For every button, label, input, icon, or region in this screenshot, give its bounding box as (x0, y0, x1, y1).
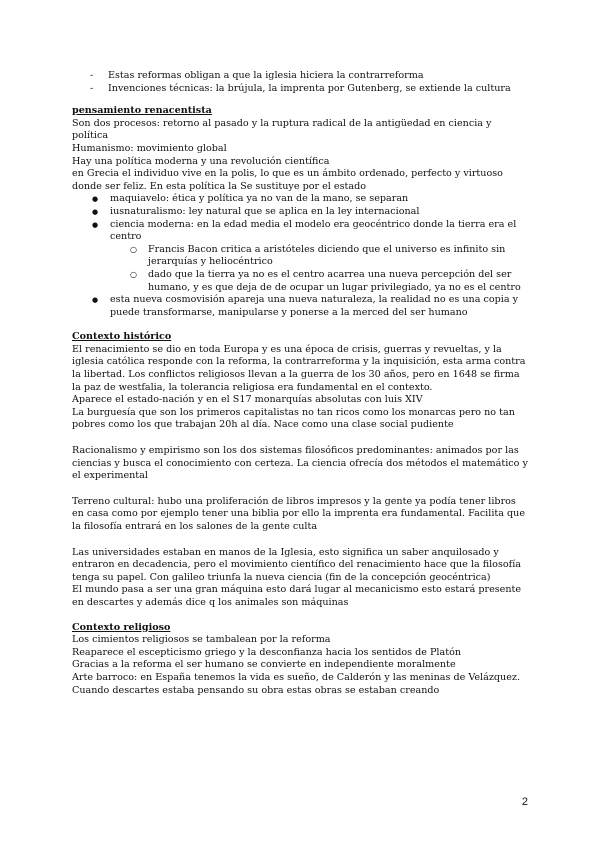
sub-list-item: ○ Francis Bacon critica a aristóteles diciendo que el universo es infinito sin jerarquías y heliocéntrico (148, 244, 530, 269)
paragraph: El mundo pasa a ser una gran máquina esto dará lugar al mecanicismo esto estará presente en descartes y además dice q los animales son máquinas (72, 584, 522, 608)
section-heading-pensamiento: pensamiento renacentista (72, 105, 212, 117)
list-item: - Estas reformas obligan a que la iglesia hiciera la contrarreforma (90, 70, 530, 83)
page-number: 2 (521, 796, 528, 808)
sub-list-item: ○ dado que la tierra ya no es el centro acarrea una nueva percepción del ser humano, y es que deja de de ocupar un lugar privilegiado, ya no es el centro (148, 269, 530, 294)
list-item: ● iusnaturalismo: ley natural que se aplica en la ley internacional (110, 206, 530, 219)
section-heading-contexto-historico: Contexto histórico (72, 331, 172, 343)
text-line: Gracias a la reforma el ser humano se convierte en independiente moralmente (72, 659, 456, 671)
text-line: Humanismo: movimiento global (72, 142, 227, 154)
paragraph: Las universidades estaban en manos de la Iglesia, esto significa un saber anquilosado y entraron en decadencia, pero el movimiento científico del renacimiento hace que la filosofía tenga su papel. Con galileo triunfa la nueva ciencia (fin de la concepción geocéntrica) (72, 546, 521, 583)
text-line: Son dos procesos: retorno al pasado y la ruptura radical de la antigüedad en ciencia y política (72, 117, 492, 142)
section-heading-contexto-religioso: Contexto religioso (72, 621, 171, 633)
paragraph: El renacimiento se dio en toda Europa y es una época de crisis, guerras y revueltas, y la iglesia católica responde con la reforma, la contrarreforma y la inquisición, esta arma contra la libertad. Los conflictos religiosos llevan a la guerra de los 30 años, pero en 1648 se firma la paz de westfalia, la tolerancia religiosa era fundamental en el contexto. (72, 343, 526, 393)
list-item: - Invenciones técnicas: la brújula, la imprenta por Gutenberg, se extiende la cultura (90, 83, 530, 96)
document-page (72, 70, 530, 697)
paragraph: Terreno cultural: hubo una proliferación de libros impresos y la gente ya podía tener libros en casa como por ejemplo tener una biblia por ello la imprenta era fundamental. Facilita que la filosofía entrará en los salones de la gente culta (72, 495, 526, 532)
intro-list (72, 70, 530, 95)
bullet-list (72, 193, 530, 319)
list-item: ● esta nueva cosmovisión apareja una nueva naturaleza, la realidad no es una copia y puede transformarse, manipularse y ponerse a la merced del ser humano (110, 294, 530, 319)
text-line: Reaparece el escepticismo griego y la desconfianza hacia los sentidos de Platón (72, 646, 462, 658)
text-line: Los cimientos religiosos se tambalean por la reforma (72, 634, 331, 646)
list-item-text: ciencia moderna: en la edad media el modelo era geocéntrico donde la tierra era el centro (110, 218, 517, 243)
paragraph: Racionalismo y empirismo son los dos sistemas filosóficos predominantes: animados por las ciencias y busca el conocimiento con certeza. La ciencia ofrecía dos métodos el matemático y el experimental (72, 445, 528, 482)
text-line: Hay una política moderna y una revolución científica (72, 155, 330, 167)
sub-bullet-list (110, 244, 530, 294)
paragraph: La burguesía que son los primeros capitalistas no tan ricos como los monarcas pero no tan pobres como los que trabajan 20h al día. Nace como una clase social pudiente (72, 406, 515, 431)
list-item: ● maquiavelo: ética y política ya no van de la mano, se separan (110, 193, 530, 206)
paragraph: Aparece el estado-nación y en el S17 monarquías absolutas con luis XIV (72, 394, 423, 406)
text-line: en Grecia el individuo vive en la polis, lo que es un ámbito ordenado, perfecto y virtuoso donde ser feliz. En esta política la Se sustituye por el estado (72, 168, 503, 192)
text-line: Arte barroco: en España tenemos la vida es sueño, de Calderón y las meninas de Velázquez. Cuando descartes estaba pensando su obra estas obras se estaban creando (72, 671, 521, 696)
list-item (110, 219, 530, 295)
